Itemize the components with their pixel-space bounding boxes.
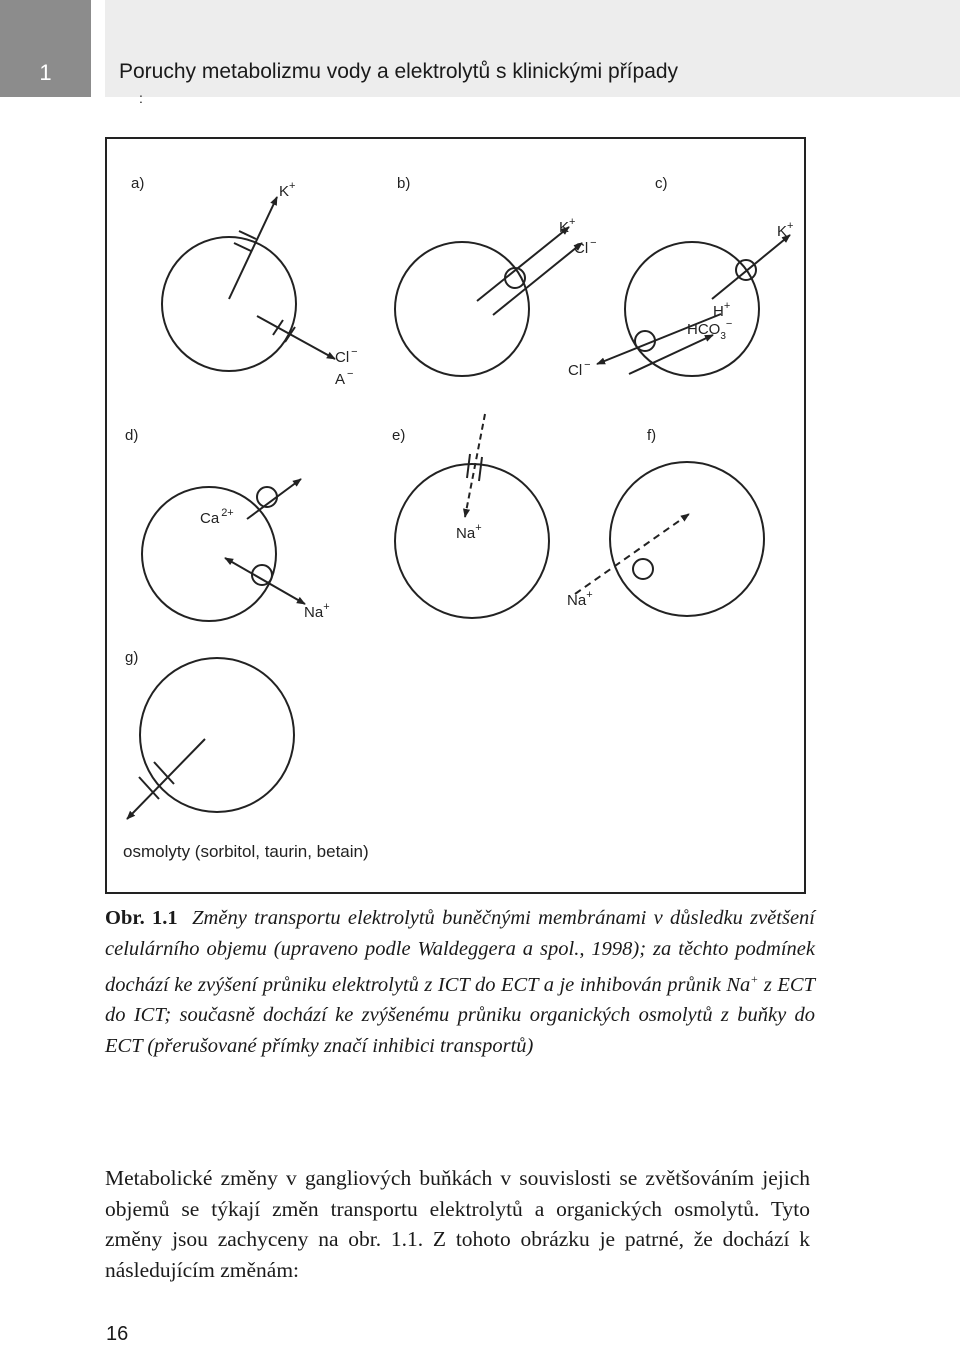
ion-cl-a: Cl − [335, 346, 358, 366]
cell-b [395, 242, 529, 376]
page-number: 16 [106, 1323, 129, 1345]
panel-label-f: f) [647, 427, 657, 444]
panel-label-g: g) [125, 649, 139, 666]
panel-label-b: b) [397, 175, 411, 192]
arrow-na-inhibited-f [575, 514, 689, 594]
caption-text-2: z ECT do ICT; současně dochází ke zvýšenému průniku organických osmolytů z buňky do ECT (přerušované přímky značí inhibici transportů) [105, 973, 815, 1057]
ion-cl-b: Cl − [574, 237, 597, 257]
header-colon: : [139, 90, 143, 106]
membrane-transport-diagram [107, 139, 808, 896]
osmolytes-label: osmolyty (sorbitol, taurin, betain) [123, 842, 369, 861]
chapter-title: Poruchy metabolizmu vody a elektrolytů s klinickými případy [119, 60, 679, 83]
ion-cl-c: Cl − [568, 359, 591, 379]
ion-k-c: K+ [777, 220, 794, 240]
body-paragraph: Metabolické změny v gangliových buňkách v souvislosti se zvětšováním jejich objemů se týkají změn transportu elektrolytů a organických osmolytů. Tyto změny jsou zachyceny na obr. 1.1. Z tohoto obrázku je patrné, že dochází k následujícím změnám: [105, 1166, 810, 1282]
ion-k-b: K+ [559, 216, 576, 236]
cell-a [162, 237, 296, 371]
figure-caption [105, 903, 815, 1061]
panel-label-c: c) [655, 175, 668, 192]
ion-hco3-c: $HCO_3^-$ [687, 318, 733, 342]
panel-label-a: a) [131, 175, 145, 192]
cell-d [142, 487, 276, 621]
channel-e1 [467, 454, 470, 478]
arrow-k-out-a [229, 197, 277, 299]
ion-h-c: H+ [713, 300, 731, 320]
chapter-tab [0, 0, 91, 97]
caption-na-superscript: + [750, 972, 759, 986]
caption-label: Obr. 1.1 [105, 907, 178, 929]
arrow-cl-out-a [257, 316, 335, 359]
ion-na-e: Na+ [456, 522, 482, 542]
cell-f [610, 462, 764, 616]
channel-a1 [234, 243, 251, 251]
arrow-k-out-c [712, 235, 790, 299]
chapter-number: 1 [39, 60, 52, 85]
panel-label-e: e) [392, 427, 406, 444]
arrow-ca-out-d [247, 479, 301, 519]
carrier-f [633, 559, 653, 579]
cell-g [140, 658, 294, 812]
caption-text-1: Změny transportu elektrolytů buněčnými membránami v důsledku zvětšení celulárního objemu (upraveno podle Waldeggera a spol., 1998); za těchto podmínek dochází ke zvýšení průniku elektrolytů z ICT do ECT a je inhibován průnik Na [105, 907, 816, 996]
ion-k-a: K+ [279, 180, 296, 200]
arrow-kcl-out-b2 [493, 243, 582, 315]
ion-na-d: Na+ [304, 601, 330, 621]
channel-a3 [273, 320, 283, 335]
arrow-osmolytes-out-g [127, 739, 205, 819]
channel-e2 [479, 457, 482, 481]
ion-ca-d: Ca $^{2+}$ [200, 507, 234, 527]
figure-frame [105, 137, 806, 894]
ion-na-f: Na+ [567, 589, 593, 609]
panel-label-d: d) [125, 427, 139, 444]
ion-a-a: A − [335, 368, 354, 388]
